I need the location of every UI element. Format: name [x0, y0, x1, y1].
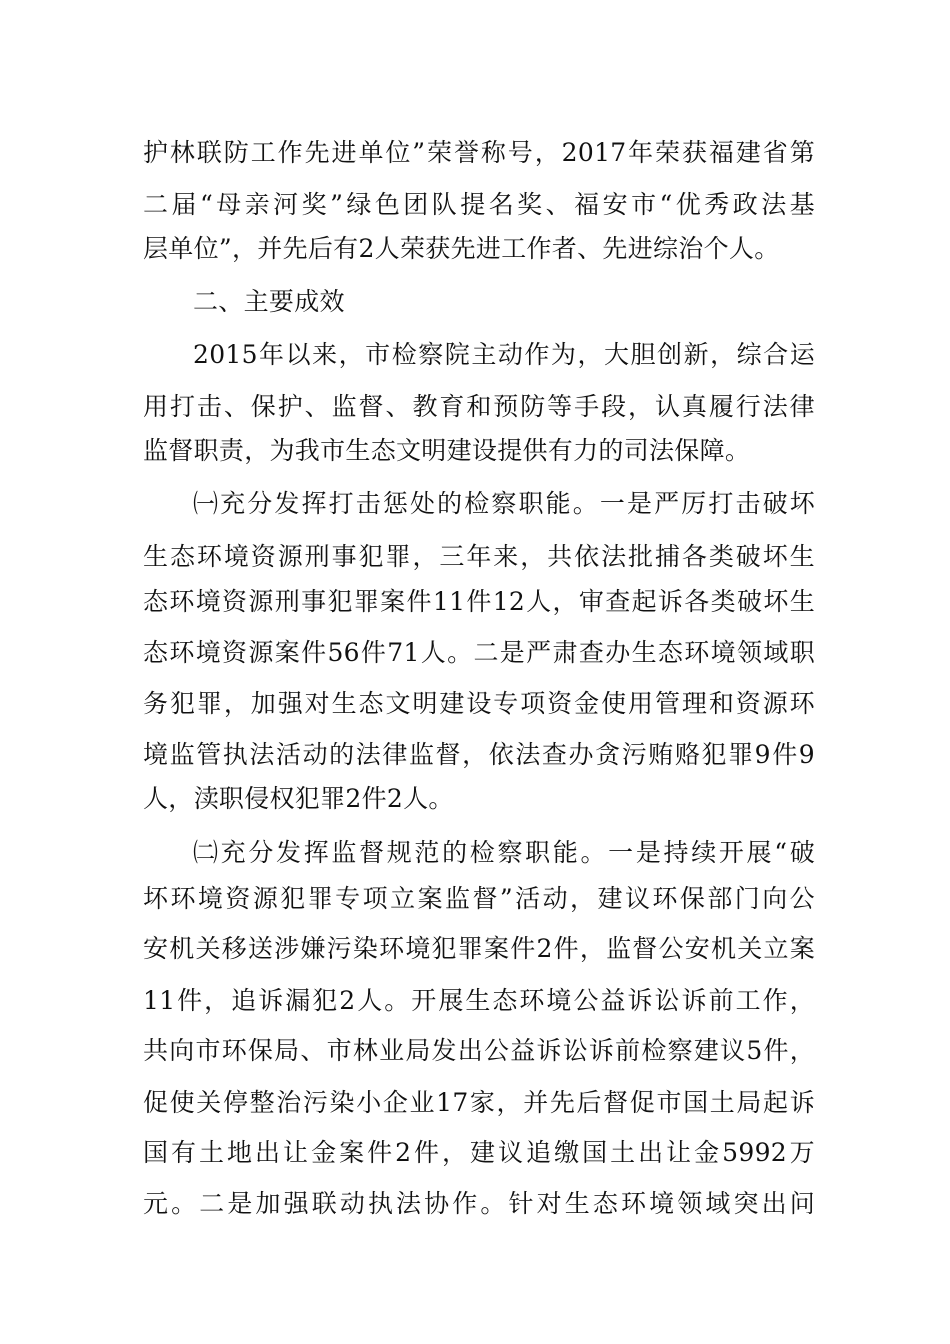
section-heading: 二、主要成效 — [193, 287, 345, 316]
text-line: 元。二是加强联动执法协作。针对生态环境领域突出问 — [143, 1189, 815, 1218]
text-line: 人，渎职侵权犯罪2件2人。 — [143, 784, 454, 813]
text-line: 共向市环保局、市林业局发出公益诉讼诉前检察建议5件， — [143, 1036, 815, 1065]
text-line: 境监管执法活动的法律监督，依法查办贪污贿赂犯罪9件9 — [143, 740, 815, 769]
text-line: 护林联防工作先进单位”荣誉称号，2017年荣获福建省第 — [143, 138, 815, 167]
text-line: 生态环境资源刑事犯罪，三年来，共依法批捕各类破坏生 — [143, 542, 815, 571]
text-line: 11件，追诉漏犯2人。开展生态环境公益诉讼诉前工作， — [143, 986, 815, 1015]
text-line: 坏环境资源犯罪专项立案监督”活动，建议环保部门向公 — [143, 884, 815, 913]
text-line: 2015年以来，市检察院主动作为，大胆创新，综合运 — [193, 340, 815, 369]
text-line: 态环境资源刑事犯罪案件11件12人，审查起诉各类破坏生 — [143, 587, 815, 616]
text-line: 层单位”，并先后有2人荣获先进工作者、先进综治个人。 — [143, 234, 780, 263]
text-line: 二届“母亲河奖”绿色团队提名奖、福安市“优秀政法基 — [143, 190, 815, 219]
text-line: 监督职责，为我市生态文明建设提供有力的司法保障。 — [143, 436, 751, 465]
text-line: ㈠充分发挥打击惩处的检察职能。一是严厉打击破坏 — [193, 489, 815, 518]
text-line: 态环境资源案件56件71人。二是严肃查办生态环境领域职 — [143, 638, 815, 667]
text-line: 务犯罪，加强对生态文明建设专项资金使用管理和资源环 — [143, 689, 815, 718]
text-line: 安机关移送涉嫌污染环境犯罪案件2件，监督公安机关立案 — [143, 934, 815, 963]
text-line: 国有土地出让金案件2件，建议追缴国土出让金5992万 — [143, 1138, 815, 1167]
text-line: 用打击、保护、监督、教育和预防等手段，认真履行法律 — [143, 392, 815, 421]
text-line: 促使关停整治污染小企业17家，并先后督促市国土局起诉 — [143, 1088, 815, 1117]
text-line: ㈡充分发挥监督规范的检察职能。一是持续开展“破 — [193, 838, 815, 867]
